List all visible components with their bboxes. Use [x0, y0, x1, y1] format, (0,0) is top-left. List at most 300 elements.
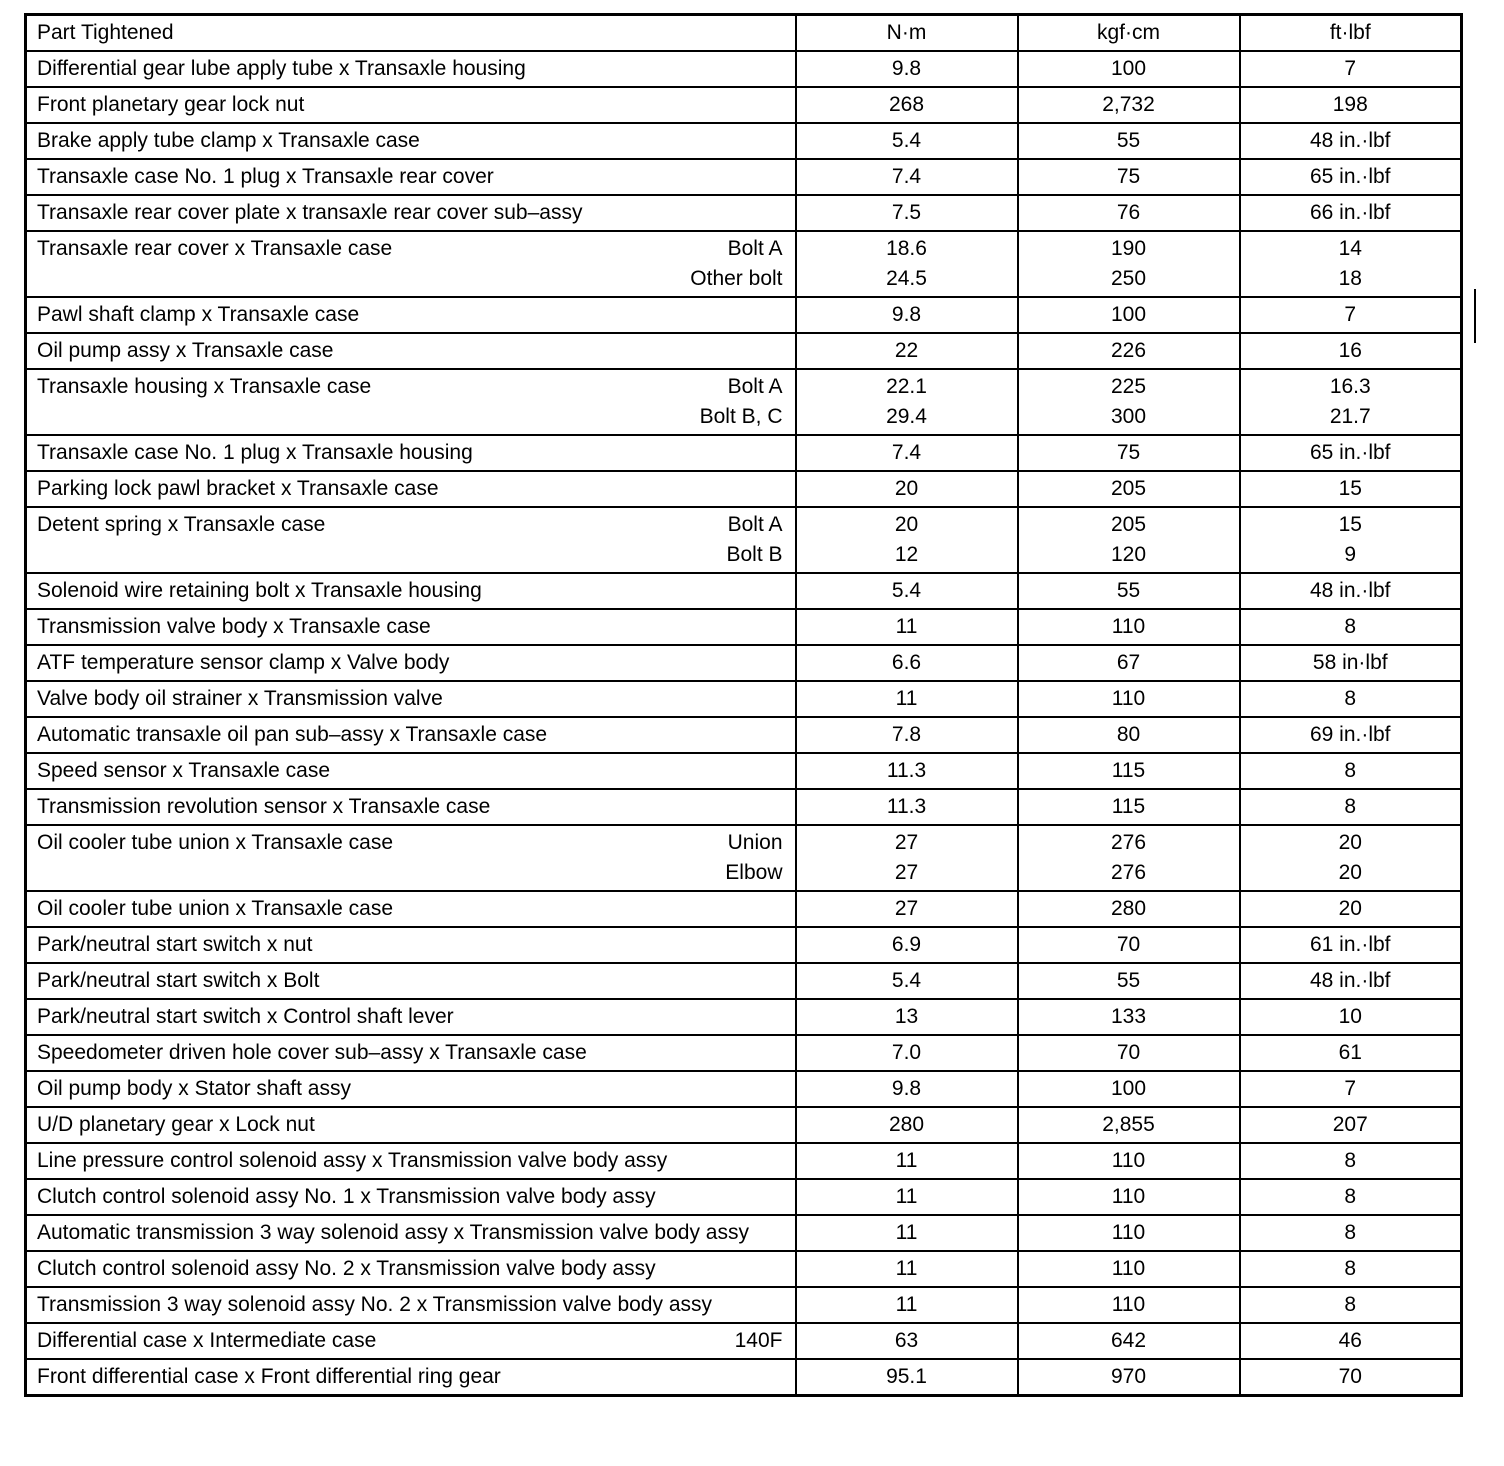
nm-cell: [796, 1071, 1018, 1107]
part-cell: [26, 1215, 796, 1251]
table-row: [26, 753, 1462, 789]
nm-cell: [796, 87, 1018, 123]
part-cell: [26, 681, 796, 717]
part-name: Automatic transmission 3 way solenoid assy x Transmission valve body assy: [37, 1221, 749, 1244]
table-row: [26, 1323, 1462, 1359]
part-name: Valve body oil strainer x Transmission valve: [37, 687, 443, 710]
table-row: [26, 825, 1462, 891]
table-row: [26, 1071, 1462, 1107]
nm-cell: [796, 1359, 1018, 1396]
kgfcm-value: 55: [1116, 129, 1141, 152]
ftlbf-value: 8: [1344, 1185, 1357, 1208]
ftlbf-value: 14: [1338, 237, 1362, 260]
nm-value: 95.1: [886, 1365, 927, 1388]
kgfcm-value: 250: [1110, 267, 1147, 290]
nm-cell: [796, 609, 1018, 645]
nm-cell: [796, 51, 1018, 87]
part-cell: [26, 159, 796, 195]
nm-value: 27: [894, 861, 919, 884]
ftlbf-value: 207: [1332, 1113, 1368, 1136]
ftlbf-value: 70: [1338, 1365, 1362, 1388]
nm-value: 11.3: [886, 759, 927, 782]
part-name: Transmission 3 way solenoid assy No. 2 x Transmission valve body assy: [37, 1293, 712, 1316]
nm-value: 7.5: [891, 201, 922, 224]
ftlbf-cell: [1240, 609, 1462, 645]
kgfcm-value: 2,732: [1102, 93, 1155, 116]
part-cell: [26, 573, 796, 609]
kgfcm-value: 55: [1116, 579, 1141, 602]
part-cell: [26, 369, 796, 435]
nm-value: 5.4: [891, 129, 922, 152]
kgfcm-value: 100: [1110, 303, 1147, 326]
torque-spec-table: [24, 13, 1463, 1397]
nm-value: 29.4: [886, 405, 927, 428]
nm-value: 11.3: [886, 795, 927, 818]
nm-value: 268: [888, 93, 925, 116]
part-cell: [26, 51, 796, 87]
ftlbf-cell: [1240, 963, 1462, 999]
nm-value: 13: [894, 1005, 919, 1028]
part-name: Pawl shaft clamp x Transaxle case: [37, 303, 360, 326]
table-row: [26, 999, 1462, 1035]
ftlbf-value: 8: [1344, 1257, 1357, 1280]
part-cell: [26, 333, 796, 369]
ftlbf-cell: [1240, 369, 1462, 435]
ftlbf-value: 8: [1344, 795, 1357, 818]
table-row: [26, 87, 1462, 123]
kgfcm-cell: [1018, 1359, 1240, 1396]
table-row: [26, 891, 1462, 927]
part-name: Transaxle case No. 1 plug x Transaxle housing: [37, 441, 473, 464]
kgfcm-value: 110: [1111, 1293, 1146, 1316]
kgfcm-cell: [1018, 1143, 1240, 1179]
part-name: Parking lock pawl bracket x Transaxle case: [37, 477, 439, 500]
kgfcm-value: 225: [1110, 375, 1147, 398]
ftlbf-cell: [1240, 1287, 1462, 1323]
nm-value: 11: [895, 1185, 918, 1208]
kgfcm-value: 300: [1110, 405, 1147, 428]
part-name: Line pressure control solenoid assy x Transmission valve body assy: [37, 1149, 668, 1172]
kgfcm-value: 970: [1110, 1365, 1147, 1388]
nm-value: 63: [894, 1329, 919, 1352]
kgfcm-cell: [1018, 123, 1240, 159]
nm-value: 6.6: [891, 651, 922, 674]
kgfcm-value: 276: [1110, 861, 1147, 884]
part-cell: [26, 1107, 796, 1143]
ftlbf-cell: [1240, 435, 1462, 471]
table-row: [26, 123, 1462, 159]
kgfcm-value: 110: [1111, 1257, 1146, 1280]
header-kgfcm: kgf·cm: [1018, 15, 1240, 52]
ftlbf-cell: [1240, 231, 1462, 297]
ftlbf-cell: [1240, 1251, 1462, 1287]
part-cell: [26, 609, 796, 645]
ftlbf-cell: [1240, 717, 1462, 753]
nm-cell: [796, 1107, 1018, 1143]
ftlbf-value: 58 in·lbf: [1312, 651, 1388, 674]
part-cell: [26, 927, 796, 963]
part-name: Differential gear lube apply tube x Transaxle housing: [37, 57, 526, 80]
table-row: [26, 1287, 1462, 1323]
kgfcm-cell: [1018, 1251, 1240, 1287]
kgfcm-value: 110: [1111, 1221, 1146, 1244]
part-cell: [26, 1143, 796, 1179]
ftlbf-cell: [1240, 573, 1462, 609]
table-row: [26, 681, 1462, 717]
table-row: [26, 195, 1462, 231]
part-cell: [26, 297, 796, 333]
kgfcm-cell: [1018, 927, 1240, 963]
table-row: [26, 507, 1462, 573]
kgfcm-cell: [1018, 1107, 1240, 1143]
nm-cell: [796, 123, 1018, 159]
part-cell: [26, 123, 796, 159]
kgfcm-cell: [1018, 789, 1240, 825]
nm-value: 7.4: [891, 165, 922, 188]
nm-cell: [796, 297, 1018, 333]
nm-cell: [796, 717, 1018, 753]
part-cell: [26, 1179, 796, 1215]
kgfcm-value: 133: [1110, 1005, 1147, 1028]
ftlbf-cell: [1240, 645, 1462, 681]
ftlbf-value: 198: [1332, 93, 1368, 116]
kgfcm-value: 642: [1110, 1329, 1147, 1352]
bolt-spec: Bolt B: [726, 543, 783, 566]
part-name: Differential case x Intermediate case: [37, 1329, 377, 1352]
kgfcm-cell: [1018, 51, 1240, 87]
part-name: Speedometer driven hole cover sub–assy x Transaxle case: [37, 1041, 587, 1064]
ftlbf-cell: [1240, 1107, 1462, 1143]
part-name: Oil cooler tube union x Transaxle case: [37, 897, 394, 920]
nm-value: 20: [894, 477, 919, 500]
kgfcm-value: 115: [1111, 795, 1146, 818]
table-row: [26, 717, 1462, 753]
ftlbf-cell: [1240, 87, 1462, 123]
ftlbf-cell: [1240, 333, 1462, 369]
nm-value: 280: [888, 1113, 925, 1136]
ftlbf-cell: [1240, 297, 1462, 333]
nm-value: 12: [894, 543, 919, 566]
part-name: Front differential case x Front differential ring gear: [37, 1365, 501, 1388]
table-row: [26, 159, 1462, 195]
ftlbf-value: 46: [1338, 1329, 1362, 1352]
table-row: [26, 1143, 1462, 1179]
nm-value: 9.8: [891, 1077, 922, 1100]
nm-value: 11: [895, 615, 918, 638]
table-row: [26, 1107, 1462, 1143]
kgfcm-value: 75: [1116, 165, 1141, 188]
kgfcm-value: 110: [1111, 687, 1146, 710]
bolt-spec: Other bolt: [690, 267, 783, 290]
kgfcm-value: 276: [1110, 831, 1147, 854]
part-name: Brake apply tube clamp x Transaxle case: [37, 129, 420, 152]
nm-value: 5.4: [891, 969, 922, 992]
ftlbf-value: 20: [1338, 861, 1362, 884]
kgfcm-cell: [1018, 231, 1240, 297]
kgfcm-value: 120: [1110, 543, 1147, 566]
nm-cell: [796, 471, 1018, 507]
ftlbf-value: 48 in.·lbf: [1309, 129, 1391, 152]
kgfcm-value: 205: [1110, 513, 1147, 536]
table-row: [26, 297, 1462, 333]
kgfcm-cell: [1018, 891, 1240, 927]
kgfcm-value: 2,855: [1102, 1113, 1155, 1136]
nm-cell: [796, 1179, 1018, 1215]
revision-bar: [1474, 289, 1476, 343]
ftlbf-value: 20: [1338, 897, 1362, 920]
kgfcm-cell: [1018, 1323, 1240, 1359]
kgfcm-value: 75: [1116, 441, 1141, 464]
ftlbf-cell: [1240, 51, 1462, 87]
bolt-spec: Union: [727, 831, 783, 854]
ftlbf-value: 7: [1344, 57, 1357, 80]
nm-cell: [796, 1287, 1018, 1323]
kgfcm-cell: [1018, 1215, 1240, 1251]
table-row: [26, 645, 1462, 681]
nm-cell: [796, 825, 1018, 891]
kgfcm-cell: [1018, 681, 1240, 717]
part-name: Clutch control solenoid assy No. 1 x Transmission valve body assy: [37, 1185, 656, 1208]
nm-cell: [796, 927, 1018, 963]
ftlbf-cell: [1240, 681, 1462, 717]
ftlbf-value: 69 in.·lbf: [1309, 723, 1391, 746]
nm-value: 11: [895, 1221, 918, 1244]
part-cell: [26, 87, 796, 123]
nm-value: 27: [894, 897, 919, 920]
ftlbf-cell: [1240, 507, 1462, 573]
ftlbf-cell: [1240, 1035, 1462, 1071]
ftlbf-cell: [1240, 789, 1462, 825]
kgfcm-value: 110: [1111, 1149, 1146, 1172]
kgfcm-value: 115: [1111, 759, 1146, 782]
part-cell: [26, 1323, 796, 1359]
kgfcm-cell: [1018, 297, 1240, 333]
part-name: Automatic transaxle oil pan sub–assy x Transaxle case: [37, 723, 548, 746]
part-name: Oil pump assy x Transaxle case: [37, 339, 334, 362]
kgfcm-value: 100: [1110, 1077, 1147, 1100]
ftlbf-value: 9: [1344, 543, 1357, 566]
ftlbf-cell: [1240, 195, 1462, 231]
nm-value: 6.9: [891, 933, 922, 956]
part-cell: [26, 195, 796, 231]
kgfcm-cell: [1018, 1287, 1240, 1323]
ftlbf-value: 16.3: [1329, 375, 1371, 398]
part-name: Clutch control solenoid assy No. 2 x Transmission valve body assy: [37, 1257, 656, 1280]
kgfcm-cell: [1018, 1035, 1240, 1071]
kgfcm-cell: [1018, 963, 1240, 999]
part-cell: [26, 1359, 796, 1396]
bolt-spec: Bolt B, C: [699, 405, 783, 428]
part-name: ATF temperature sensor clamp x Valve body: [37, 651, 450, 674]
nm-value: 9.8: [891, 57, 922, 80]
nm-cell: [796, 891, 1018, 927]
part-name: Front planetary gear lock nut: [37, 93, 305, 116]
kgfcm-value: 100: [1110, 57, 1147, 80]
part-cell: [26, 435, 796, 471]
nm-value: 11: [895, 1257, 918, 1280]
ftlbf-value: 7: [1344, 303, 1357, 326]
nm-value: 5.4: [891, 579, 922, 602]
table-row: [26, 789, 1462, 825]
part-cell: [26, 507, 796, 573]
ftlbf-cell: [1240, 927, 1462, 963]
ftlbf-value: 66 in.·lbf: [1309, 201, 1391, 224]
part-name: Transaxle rear cover plate x transaxle rear cover sub–assy: [37, 201, 583, 224]
nm-cell: [796, 999, 1018, 1035]
ftlbf-cell: [1240, 1359, 1462, 1396]
nm-cell: [796, 1323, 1018, 1359]
kgfcm-cell: [1018, 1071, 1240, 1107]
header-ftlbf: ft·lbf: [1240, 15, 1462, 52]
part-name: Oil pump body x Stator shaft assy: [37, 1077, 351, 1100]
kgfcm-cell: [1018, 333, 1240, 369]
kgfcm-value: 76: [1116, 201, 1141, 224]
table-row: [26, 471, 1462, 507]
ftlbf-value: 8: [1344, 1221, 1357, 1244]
ftlbf-value: 16: [1338, 339, 1362, 362]
kgfcm-cell: [1018, 573, 1240, 609]
bolt-spec: 140F: [734, 1329, 783, 1352]
nm-cell: [796, 645, 1018, 681]
part-cell: [26, 963, 796, 999]
nm-cell: [796, 195, 1018, 231]
nm-value: 22: [894, 339, 919, 362]
part-name: Transaxle case No. 1 plug x Transaxle rear cover: [37, 165, 494, 188]
kgfcm-cell: [1018, 609, 1240, 645]
ftlbf-value: 15: [1338, 513, 1362, 536]
part-name: Solenoid wire retaining bolt x Transaxle housing: [37, 579, 482, 602]
nm-cell: [796, 789, 1018, 825]
kgfcm-value: 70: [1116, 1041, 1141, 1064]
ftlbf-value: 61 in.·lbf: [1309, 933, 1391, 956]
nm-cell: [796, 1215, 1018, 1251]
part-name: Transaxle rear cover x Transaxle case: [37, 237, 393, 260]
nm-cell: [796, 333, 1018, 369]
ftlbf-value: 48 in.·lbf: [1309, 969, 1391, 992]
ftlbf-cell: [1240, 1323, 1462, 1359]
bolt-spec: Bolt A: [727, 237, 783, 260]
table-row: [26, 435, 1462, 471]
table-row: [26, 1179, 1462, 1215]
table-header-row: [26, 15, 1462, 52]
ftlbf-cell: [1240, 159, 1462, 195]
ftlbf-cell: [1240, 1179, 1462, 1215]
nm-cell: [796, 681, 1018, 717]
kgfcm-value: 110: [1111, 615, 1146, 638]
nm-value: 11: [895, 1293, 918, 1316]
ftlbf-cell: [1240, 123, 1462, 159]
table-row: [26, 231, 1462, 297]
ftlbf-cell: [1240, 1215, 1462, 1251]
ftlbf-value: 48 in.·lbf: [1309, 579, 1391, 602]
table-row: [26, 51, 1462, 87]
kgfcm-cell: [1018, 717, 1240, 753]
kgfcm-cell: [1018, 645, 1240, 681]
part-name: Transmission valve body x Transaxle case: [37, 615, 431, 638]
nm-cell: [796, 507, 1018, 573]
ftlbf-value: 20: [1338, 831, 1362, 854]
table-row: [26, 1251, 1462, 1287]
table-row: [26, 963, 1462, 999]
table-row: [26, 333, 1462, 369]
kgfcm-cell: [1018, 507, 1240, 573]
ftlbf-value: 8: [1344, 1149, 1357, 1172]
nm-value: 11: [895, 1149, 918, 1172]
nm-cell: [796, 369, 1018, 435]
kgfcm-cell: [1018, 1179, 1240, 1215]
kgfcm-value: 110: [1111, 1185, 1146, 1208]
kgfcm-value: 70: [1116, 933, 1141, 956]
kgfcm-cell: [1018, 195, 1240, 231]
nm-value: 9.8: [891, 303, 922, 326]
part-cell: [26, 645, 796, 681]
ftlbf-cell: [1240, 471, 1462, 507]
kgfcm-value: 226: [1110, 339, 1147, 362]
nm-value: 27: [894, 831, 919, 854]
table-row: [26, 1035, 1462, 1071]
nm-value: 11: [895, 687, 918, 710]
part-cell: [26, 1287, 796, 1323]
part-cell: [26, 1071, 796, 1107]
ftlbf-value: 21.7: [1329, 405, 1371, 428]
kgfcm-cell: [1018, 369, 1240, 435]
ftlbf-value: 18: [1338, 267, 1362, 290]
nm-cell: [796, 753, 1018, 789]
ftlbf-cell: [1240, 753, 1462, 789]
part-name: Oil cooler tube union x Transaxle case: [37, 831, 394, 854]
nm-cell: [796, 573, 1018, 609]
kgfcm-cell: [1018, 471, 1240, 507]
bolt-spec: Bolt A: [727, 375, 783, 398]
part-cell: [26, 891, 796, 927]
table-row: [26, 573, 1462, 609]
ftlbf-value: 8: [1344, 1293, 1357, 1316]
part-cell: [26, 471, 796, 507]
part-cell: [26, 717, 796, 753]
part-name: Transaxle housing x Transaxle case: [37, 375, 372, 398]
part-name: Park/neutral start switch x Bolt: [37, 969, 320, 992]
part-cell: [26, 999, 796, 1035]
kgfcm-cell: [1018, 825, 1240, 891]
nm-cell: [796, 159, 1018, 195]
ftlbf-value: 8: [1344, 615, 1357, 638]
header-nm: N·m: [796, 15, 1018, 52]
nm-cell: [796, 231, 1018, 297]
kgfcm-value: 67: [1116, 651, 1141, 674]
kgfcm-value: 55: [1116, 969, 1141, 992]
kgfcm-value: 190: [1110, 237, 1147, 260]
kgfcm-cell: [1018, 435, 1240, 471]
ftlbf-value: 8: [1344, 759, 1357, 782]
part-cell: [26, 825, 796, 891]
ftlbf-cell: [1240, 825, 1462, 891]
part-cell: [26, 789, 796, 825]
table-row: [26, 1359, 1462, 1396]
kgfcm-value: 80: [1116, 723, 1141, 746]
part-name: Speed sensor x Transaxle case: [37, 759, 330, 782]
part-cell: [26, 753, 796, 789]
table-row: [26, 927, 1462, 963]
part-name: Detent spring x Transaxle case: [37, 513, 326, 536]
nm-cell: [796, 963, 1018, 999]
ftlbf-cell: [1240, 999, 1462, 1035]
ftlbf-cell: [1240, 1143, 1462, 1179]
nm-value: 7.0: [891, 1041, 922, 1064]
nm-cell: [796, 1143, 1018, 1179]
ftlbf-value: 65 in.·lbf: [1309, 441, 1391, 464]
part-name: U/D planetary gear x Lock nut: [37, 1113, 315, 1136]
nm-value: 7.8: [891, 723, 922, 746]
